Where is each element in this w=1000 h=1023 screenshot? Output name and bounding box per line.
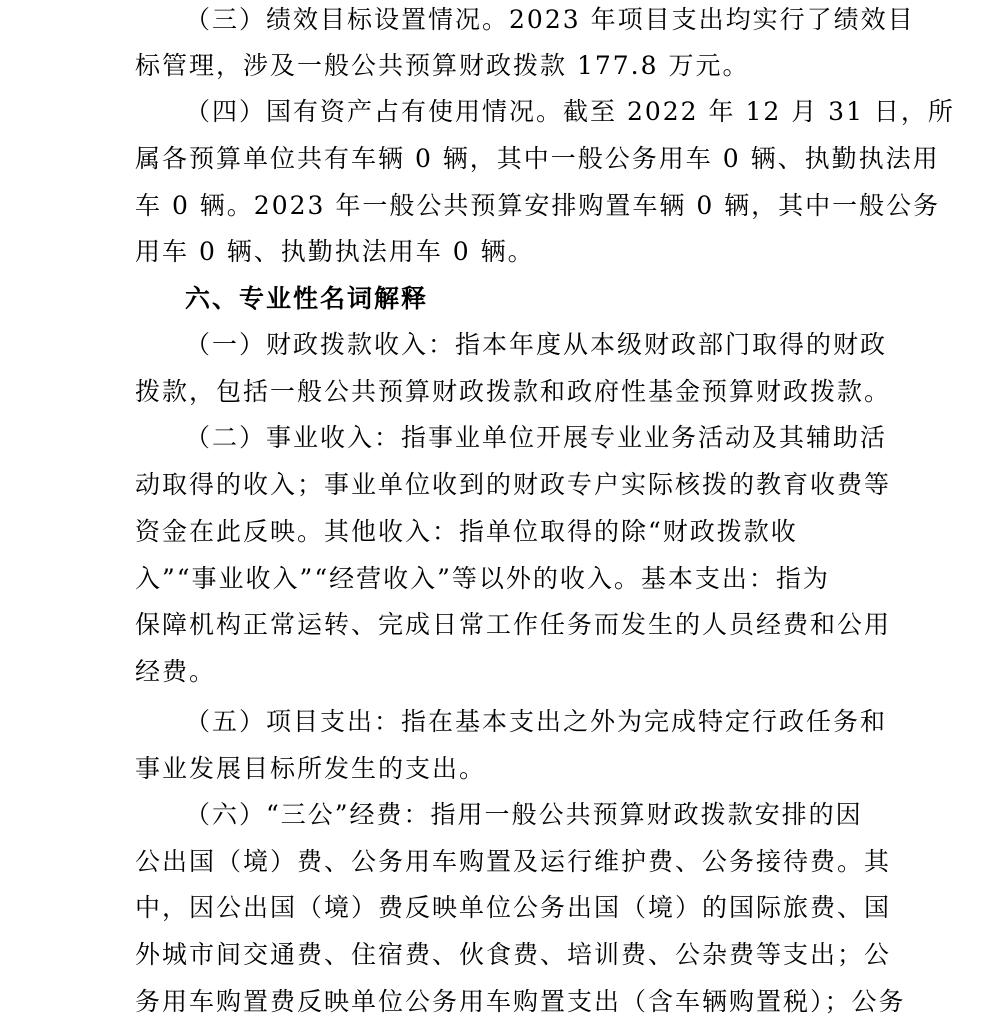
text-line: 属各预算单位共有车辆 0 辆，其中一般公务用车 0 辆、执勤执法用 [135,144,940,173]
text-line: （四）国有资产占有使用情况。截至 2022 年 12 月 31 日，所 [185,97,955,126]
text-line: 务用车购置费反映单位公务用车购置支出（含车辆购置税）；公务 [135,987,906,1016]
text-line: （三）绩效目标设置情况。2023 年项目支出均实行了绩效目 [185,5,915,34]
section-heading: 六、专业性名词解释 [185,284,429,313]
text-line: 保障机构正常运转、完成日常工作任务而发生的人员经费和公用 [135,610,892,639]
text-line: 拨款，包括一般公共预算财政拨款和政府性基金预算财政拨款。 [135,377,892,406]
text-line: 标管理，涉及一般公共预算财政拨款 177.8 万元。 [135,51,750,80]
text-line: 中，因公出国（境）费反映单位公务出国（境）的国际旅费、国 [135,893,892,922]
text-line: 事业发展目标所发生的支出。 [135,754,487,783]
text-line: 动取得的收入；事业单位收到的财政专户实际核拨的教育收费等 [135,470,892,499]
text-line: 外城市间交通费、住宿费、伙食费、培训费、公杂费等支出；公 [135,940,892,969]
text-line: （二）事业收入：指事业单位开展专业业务活动及其辅助活 [185,423,888,452]
text-line: （六）“三公”经费：指用一般公共预算财政拨款安排的因 [185,800,863,829]
text-line: （一）财政拨款收入：指本年度从本级财政部门取得的财政 [185,330,888,359]
text-line: 入”“事业收入”“经营收入”等以外的收入。基本支出：指为 [135,564,830,593]
text-line: 经费。 [135,657,217,686]
text-line: 用车 0 辆、执勤执法用车 0 辆。 [135,237,535,266]
text-line: 资金在此反映。其他收入：指单位取得的除“财政拨款收 [135,517,798,546]
text-line: （五）项目支出：指在基本支出之外为完成特定行政任务和 [185,707,888,736]
text-line: 公出国（境）费、公务用车购置及运行维护费、公务接待费。其 [135,847,892,876]
text-line: 车 0 辆。2023 年一般公共预算安排购置车辆 0 辆，其中一般公务 [135,191,941,220]
